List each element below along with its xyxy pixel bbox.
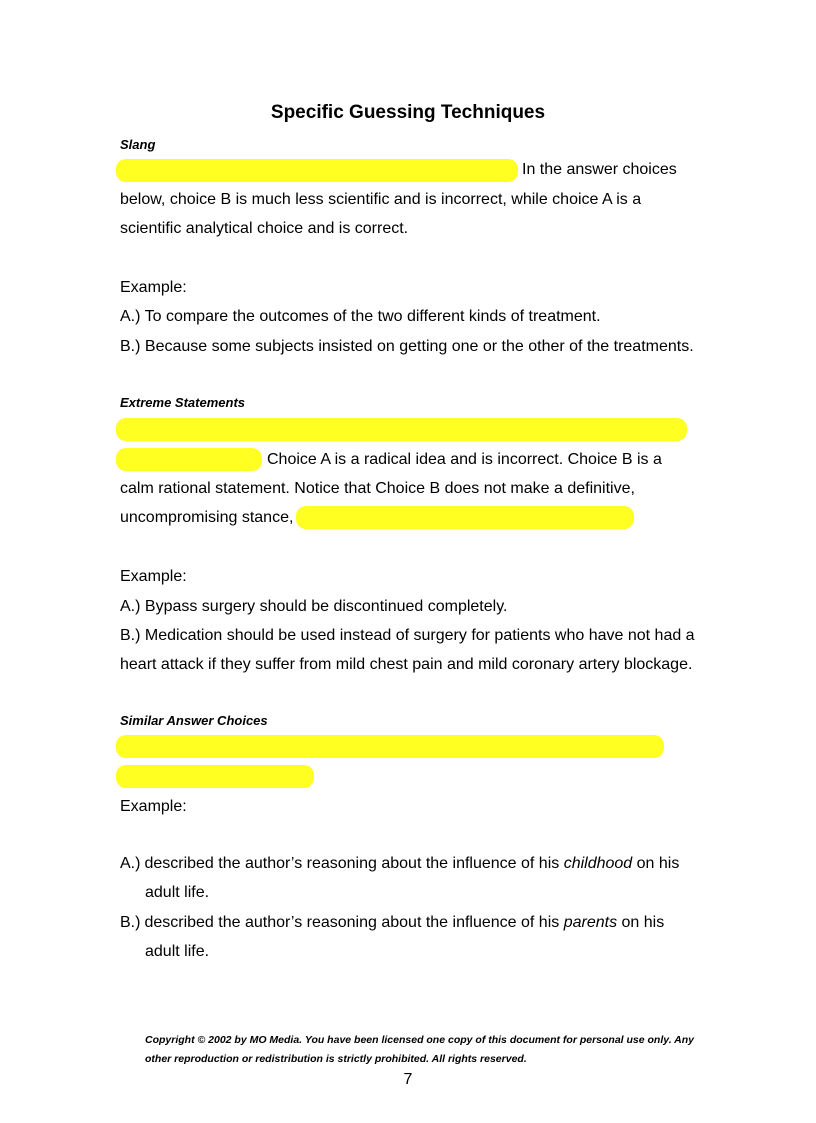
body-text: In the answer choices (522, 161, 677, 178)
choice-prefix: A.) (120, 855, 141, 872)
body-text: scientific analytical choice and is correct. (120, 220, 409, 237)
redacted-highlight (116, 448, 262, 471)
choice-emphasis: childhood (563, 855, 633, 872)
answer-choice-continued: adult life. (145, 943, 210, 960)
example-label: Example: (120, 798, 187, 815)
example-label: Example: (120, 279, 187, 296)
section-heading-extreme-statements: Extreme Statements (120, 395, 245, 410)
choice-text: described the author’s reasoning about the influence of his (144, 855, 564, 872)
answer-choice (120, 913, 664, 933)
choice-emphasis: parents (563, 914, 618, 931)
body-text: uncompromising stance, (120, 509, 294, 526)
answer-choice-continued: heart attack if they suffer from mild chest pain and mild coronary artery blockage. (120, 656, 693, 673)
answer-choice: B.) Because some subjects insisted on getting one or the other of the treatments. (120, 338, 694, 355)
section-heading-slang: Slang (120, 137, 156, 152)
answer-choice-continued: adult life. (145, 884, 210, 901)
redacted-highlight (116, 418, 687, 441)
page-title: Specific Guessing Techniques (270, 102, 546, 123)
body-text: below, choice B is much less scientific and is incorrect, while choice A is a (120, 191, 642, 208)
answer-choice (120, 854, 679, 874)
section-heading-similar-answer-choices: Similar Answer Choices (120, 713, 268, 728)
choice-text: on his (632, 855, 680, 872)
choice-prefix: B.) (120, 914, 141, 931)
redacted-highlight (116, 159, 518, 182)
body-text: calm rational statement. Notice that Choice B does not make a definitive, (120, 480, 635, 497)
answer-choice: A.) Bypass surgery should be discontinued completely. (120, 598, 508, 615)
redacted-highlight (116, 765, 314, 788)
example-label: Example: (120, 568, 187, 585)
answer-choice: B.) Medication should be used instead of surgery for patients who have not had a (120, 627, 695, 644)
redacted-highlight (116, 735, 664, 758)
page-number: 7 (403, 1071, 413, 1088)
copyright-notice: other reproduction or redistribution is strictly prohibited. All rights reserved. (145, 1053, 527, 1065)
redacted-highlight (296, 506, 634, 529)
choice-text: on his (617, 914, 665, 931)
answer-choice: A.) To compare the outcomes of the two different kinds of treatment. (120, 308, 601, 325)
copyright-notice: Copyright © 2002 by MO Media. You have been licensed one copy of this document for personal use only. Any (145, 1034, 694, 1046)
body-text: Choice A is a radical idea and is incorrect. Choice B is a (267, 451, 662, 468)
choice-text: described the author’s reasoning about the influence of his (144, 914, 564, 931)
